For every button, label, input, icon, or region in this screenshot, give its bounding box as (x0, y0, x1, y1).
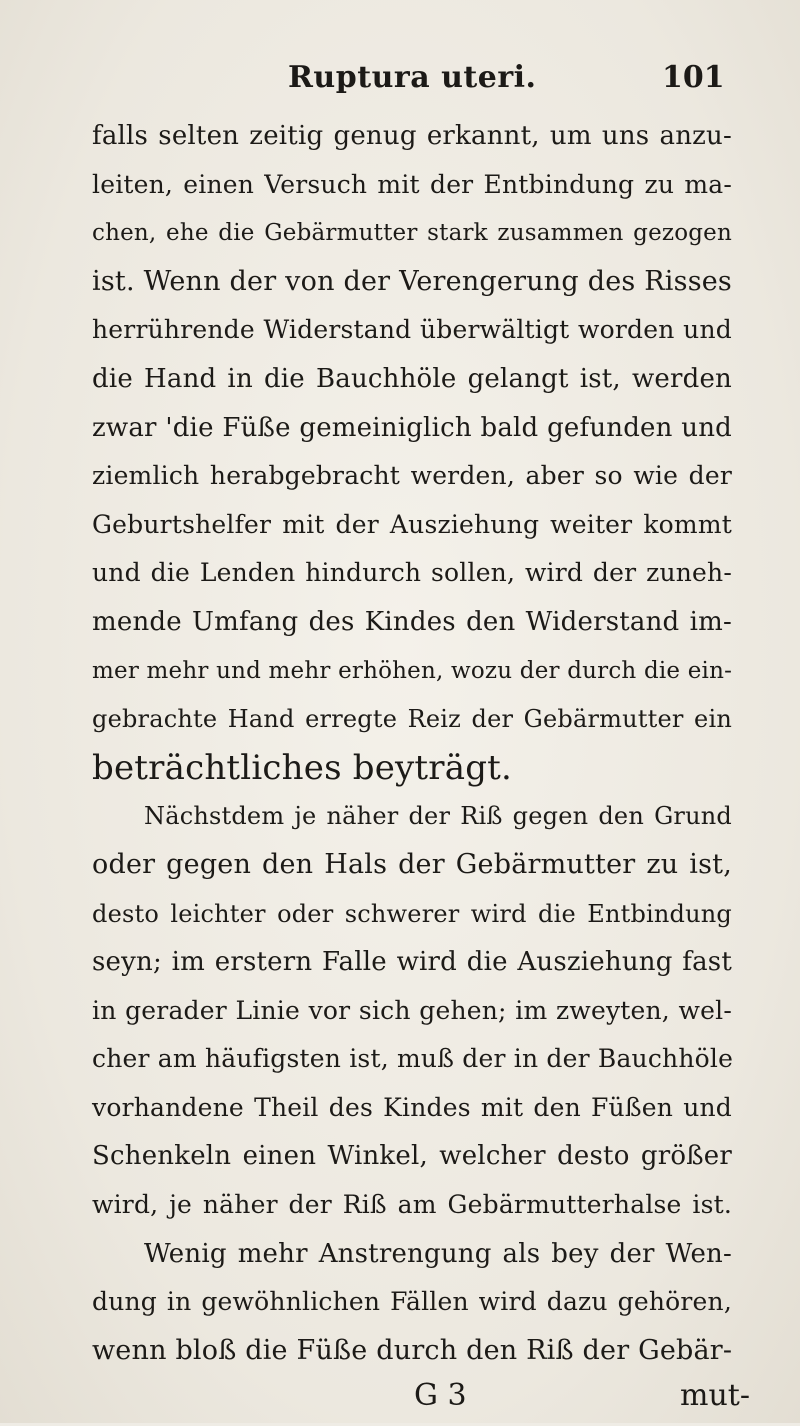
text-line: leiten, einen Versuch mit der Entbindung zu ma- (92, 169, 732, 199)
text-line: oder gegen den Hals der Gebärmutter zu ist, (92, 848, 732, 880)
text-line: ist. Wenn der von der Verengerung des Risses (92, 265, 732, 297)
text-line: wird, je näher der Riß am Gebärmutterhalse ist. (92, 1190, 732, 1220)
text-line: die Hand in die Bauchhöle gelangt ist, werden (92, 363, 732, 394)
text-line: in gerader Linie vor sich gehen; im zweyten, wel- (92, 995, 732, 1025)
text-line: Wenig mehr Anstrengung als bey der Wen- (144, 1238, 732, 1269)
text-line: ziemlich herabgebracht werden, aber so wie der (92, 461, 732, 491)
text-line: desto leichter oder schwerer wird die Entbindung (92, 899, 732, 928)
text-line: und die Lenden hindurch sollen, wird der zuneh- (92, 558, 732, 588)
text-line: mende Umfang des Kindes den Widerstand im- (92, 606, 732, 637)
text-line: wenn bloß die Füße durch den Riß der Gebär- (92, 1334, 733, 1366)
text-line: dung in gewöhnlichen Fällen wird dazu gehören, (92, 1287, 732, 1317)
running-head (0, 60, 800, 100)
page-number: 101 (662, 60, 725, 95)
page-footer (92, 1378, 750, 1426)
text-line: vorhandene Theil des Kindes mit den Füßen und (92, 1092, 732, 1122)
text-line: Geburtshelfer mit der Ausziehung weiter kommt (92, 509, 732, 539)
text-line: mer mehr und mehr erhöhen, wozu der durch die ein- (92, 657, 733, 684)
body-text (92, 112, 732, 1375)
text-line: Nächstdem je näher der Riß gegen den Grund (144, 802, 732, 831)
text-line: seyn; im erstern Falle wird die Ausziehung fast (92, 947, 732, 978)
text-line: beträchtliches beyträgt. (92, 747, 513, 788)
text-line: Schenkeln einen Winkel, welcher desto größer (92, 1141, 732, 1172)
text-line: falls selten zeitig genug erkannt, um uns anzu- (92, 121, 732, 151)
text-line: chen, ehe die Gebärmutter stark zusammen gezogen (92, 220, 732, 247)
text-line: herrührende Widerstand überwältigt worden und (92, 315, 732, 345)
running-head-title: Ruptura uteri. (288, 60, 537, 95)
text-line: cher am häufigsten ist, muß der in der Bauchhöle (92, 1044, 734, 1074)
text-line: gebrachte Hand erregte Reiz der Gebärmutter ein (92, 705, 732, 734)
catchword: mut- (680, 1378, 750, 1413)
text-line: zwar 'die Füße gemeiniglich bald gefunden und (92, 412, 732, 443)
signature-mark: G 3 (414, 1378, 467, 1413)
